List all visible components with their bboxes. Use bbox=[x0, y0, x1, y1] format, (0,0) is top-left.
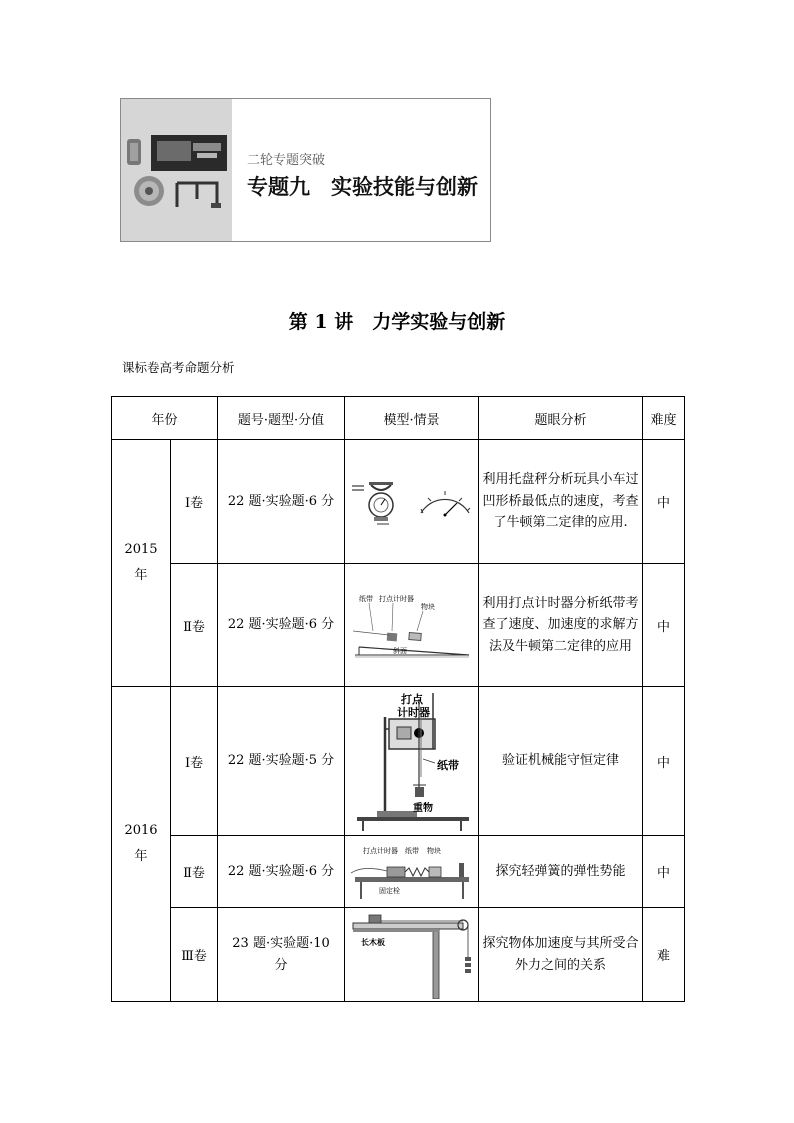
fig2-label-incline: 斜面 bbox=[393, 647, 408, 655]
model-figure-cell bbox=[345, 564, 479, 687]
analysis-cell: 验证机械能守恒定律 bbox=[479, 687, 643, 836]
fig4-label-block: 物块 bbox=[427, 846, 442, 855]
fig2-label-timer: 打点计时器 bbox=[379, 595, 415, 603]
header-model: 模型·情景 bbox=[345, 397, 479, 440]
fig4-label-tape: 纸带 bbox=[405, 846, 420, 855]
difficulty-cell: 中 bbox=[643, 687, 685, 836]
header-analysis: 题眼分析 bbox=[479, 397, 643, 440]
difficulty-cell: 中 bbox=[643, 564, 685, 687]
fig2-label-tape: 纸带 bbox=[359, 595, 374, 603]
analysis-cell: 利用托盘秤分析玩具小车过凹形桥最低点的速度，考查了牛顿第二定律的应用. bbox=[479, 440, 643, 564]
table-row bbox=[112, 564, 685, 687]
exam-analysis-table bbox=[111, 396, 685, 1002]
year-cell: 2016 年 bbox=[112, 687, 171, 1002]
model-figure-cell bbox=[345, 440, 479, 564]
table-header-row bbox=[112, 397, 685, 440]
table-row bbox=[112, 908, 685, 1002]
incline-timer-figure-icon bbox=[349, 587, 474, 663]
fig3-label-tape: 纸带 bbox=[437, 759, 460, 772]
year-cell: 2015 年 bbox=[112, 440, 171, 687]
header-question: 题号·题型·分值 bbox=[218, 397, 345, 440]
topic-banner bbox=[120, 98, 491, 242]
difficulty-cell: 中 bbox=[643, 836, 685, 908]
model-figure-cell bbox=[345, 908, 479, 1002]
difficulty-cell: 中 bbox=[643, 440, 685, 564]
question-cell: 22 题·实验题·5 分 bbox=[218, 687, 345, 836]
model-figure-cell bbox=[345, 687, 479, 836]
paper-cell: Ⅰ卷 bbox=[171, 687, 218, 836]
difficulty-cell: 难 bbox=[643, 908, 685, 1002]
fig3-label-weight: 重物 bbox=[413, 803, 434, 814]
paper-cell: Ⅰ卷 bbox=[171, 440, 218, 564]
header-year: 年份 bbox=[112, 397, 218, 440]
question-cell: 23 题·实验题·10 分 bbox=[218, 908, 345, 1002]
fig2-label-block: 物块 bbox=[421, 603, 436, 611]
analysis-cell: 探究物体加速度与其所受合外力之间的关系 bbox=[479, 908, 643, 1002]
acceleration-force-figure-icon bbox=[349, 911, 474, 999]
analysis-cell: 利用打点计时器分析纸带考查了速度、加速度的求解方法及牛顿第二定律的应用 bbox=[479, 564, 643, 687]
fig3-label-timer-b: 计时器 bbox=[397, 706, 431, 719]
banner-photo bbox=[121, 99, 232, 241]
paper-cell: Ⅱ卷 bbox=[171, 564, 218, 687]
fig5-label-board: 长木板 bbox=[361, 936, 386, 947]
question-cell: 22 题·实验题·6 分 bbox=[218, 836, 345, 908]
analysis-cell: 探究轻弹簧的弹性势能 bbox=[479, 836, 643, 908]
model-figure-cell bbox=[345, 836, 479, 908]
table-row bbox=[112, 440, 685, 564]
fig4-label-timer: 打点计时器 bbox=[363, 846, 399, 855]
fig4-label-peg: 固定栓 bbox=[379, 886, 401, 895]
question-cell: 22 题·实验题·6 分 bbox=[218, 440, 345, 564]
spring-energy-figure-icon bbox=[349, 843, 474, 901]
lecture-title: 第 1 讲 力学实验与创新 bbox=[288, 311, 506, 333]
paper-cell: Ⅱ卷 bbox=[171, 836, 218, 908]
fig3-label-timer-a: 打点 bbox=[401, 693, 424, 706]
question-cell: 22 题·实验题·6 分 bbox=[218, 564, 345, 687]
banner-title: 专题九 实验技能与创新 bbox=[247, 175, 478, 199]
header-difficulty: 难度 bbox=[643, 397, 685, 440]
scale-bridge-figure-icon bbox=[349, 477, 474, 527]
free-fall-timer-figure-icon bbox=[349, 689, 474, 833]
table-row bbox=[112, 687, 685, 836]
banner-subtitle: 二轮专题突破 bbox=[247, 153, 326, 168]
paper-cell: Ⅲ卷 bbox=[171, 908, 218, 1002]
table-row bbox=[112, 836, 685, 908]
apparatus-photo-icon bbox=[121, 99, 232, 241]
section-label: 课标卷高考命题分析 bbox=[122, 360, 235, 375]
